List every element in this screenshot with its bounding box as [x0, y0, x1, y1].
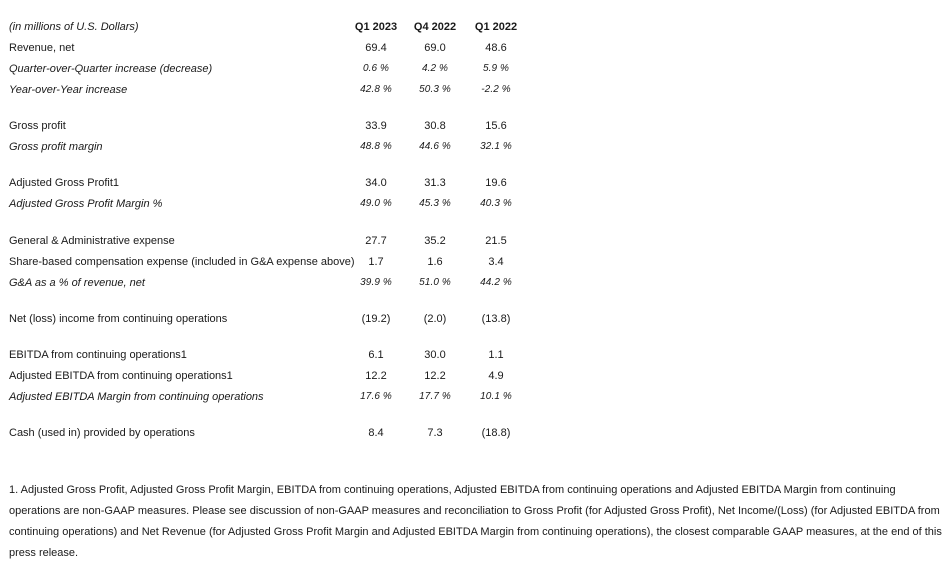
footnote: 1. Adjusted Gross Profit, Adjusted Gross Profit Margin, EBITDA from continuing operations, Adjusted EBITDA from continuing operations and Adjusted EBITDA Margin from continuing operations are non-GAAP measures. Please see discussion of non-GAAP measures and reconciliation to Gross Profit (for Adjusted Gross Profit), Net Income/(Loss) (for Adjusted EBITDA from continuing operations) and Net Revenue (for Adjusted Gross Profit Margin and Adjusted EBITDA Margin from continuing operations), the closest comparable GAAP measures, at the end of this press release.	[9, 484, 942, 559]
cell-value: 34.0	[365, 177, 387, 189]
row-label: Adjusted Gross Profit Margin %	[9, 198, 163, 210]
cell-value: 4.9	[488, 370, 504, 382]
cell-value: 15.6	[485, 120, 507, 132]
cell-value: 1.6	[427, 256, 443, 268]
cell-value: (2.0)	[423, 313, 447, 325]
cell-value: 7.3	[427, 427, 443, 439]
row-label: Gross profit margin	[9, 141, 103, 153]
cell-value: (13.8)	[481, 313, 511, 325]
table-row	[0, 62, 952, 76]
row-label: General & Administrative expense	[9, 235, 175, 247]
row-label: EBITDA from continuing operations1	[9, 349, 187, 361]
table-row	[0, 83, 952, 97]
cell-value: 45.3 %	[419, 198, 451, 209]
cell-value: 3.4	[488, 256, 504, 268]
cell-value: 40.3 %	[480, 198, 512, 209]
column-header-q1-2022: Q1 2022	[474, 21, 518, 33]
table-row	[0, 426, 952, 440]
cell-value: 39.9 %	[360, 277, 392, 288]
cell-value: 17.6 %	[360, 391, 392, 402]
cell-value: -2.2 %	[481, 84, 511, 95]
table-row	[0, 390, 952, 404]
table-row	[0, 348, 952, 362]
row-label: Gross profit	[9, 120, 66, 132]
cell-value: 5.9 %	[482, 63, 510, 74]
cell-value: 27.7	[365, 235, 387, 247]
cell-value: 21.5	[485, 235, 507, 247]
cell-value: 44.6 %	[419, 141, 451, 152]
cell-value: 51.0 %	[419, 277, 451, 288]
cell-value: 35.2	[424, 235, 446, 247]
table-row	[0, 255, 952, 269]
cell-value: 69.4	[365, 42, 387, 54]
cell-value: 48.6	[485, 42, 507, 54]
cell-value: (18.8)	[481, 427, 511, 439]
row-label: Adjusted EBITDA Margin from continuing operations	[9, 391, 264, 403]
cell-value: 42.8 %	[360, 84, 392, 95]
table-row	[0, 176, 952, 190]
row-label: Cash (used in) provided by operations	[9, 427, 195, 439]
cell-value: 0.6 %	[362, 63, 390, 74]
table-row	[0, 234, 952, 248]
cell-value: 44.2 %	[480, 277, 512, 288]
row-label: Net (loss) income from continuing operations	[9, 313, 228, 325]
row-label: G&A as a % of revenue, net	[9, 277, 145, 289]
cell-value: (19.2)	[361, 313, 391, 325]
table-row	[0, 197, 952, 211]
cell-value: 30.0	[424, 349, 446, 361]
row-label: Quarter-over-Quarter increase (decrease)	[9, 63, 213, 75]
cell-value: 69.0	[424, 42, 446, 54]
row-label: Year-over-Year increase	[9, 84, 128, 96]
row-label: Revenue, net	[9, 42, 75, 54]
cell-value: 6.1	[368, 349, 384, 361]
table-row	[0, 119, 952, 133]
row-label: Share-based compensation expense (included in G&A expense above)	[9, 256, 355, 268]
cell-value: 4.2 %	[421, 63, 449, 74]
cell-value: 49.0 %	[360, 198, 392, 209]
table-row	[0, 276, 952, 290]
cell-value: 12.2	[365, 370, 387, 382]
cell-value: 1.7	[368, 256, 384, 268]
cell-value: 19.6	[485, 177, 507, 189]
cell-value: 50.3 %	[419, 84, 451, 95]
cell-value: 12.2	[424, 370, 446, 382]
row-label: Adjusted Gross Profit1	[9, 177, 120, 189]
cell-value: 48.8 %	[360, 141, 392, 152]
table-row	[0, 140, 952, 154]
cell-value: 8.4	[368, 427, 384, 439]
column-header-q1-2023: Q1 2023	[354, 21, 398, 33]
table-row	[0, 312, 952, 326]
table-row	[0, 41, 952, 55]
cell-value: 10.1 %	[480, 391, 512, 402]
column-header-q4-2022: Q4 2022	[413, 21, 457, 33]
row-label: Adjusted EBITDA from continuing operations1	[9, 370, 233, 382]
cell-value: 17.7 %	[419, 391, 451, 402]
cell-value: 31.3	[424, 177, 446, 189]
cell-value: 33.9	[365, 120, 387, 132]
cell-value: 1.1	[488, 349, 504, 361]
units-label: (in millions of U.S. Dollars)	[9, 21, 139, 33]
cell-value: 32.1 %	[480, 141, 512, 152]
table-row	[0, 369, 952, 383]
table-header-row	[0, 20, 952, 34]
cell-value: 30.8	[424, 120, 446, 132]
